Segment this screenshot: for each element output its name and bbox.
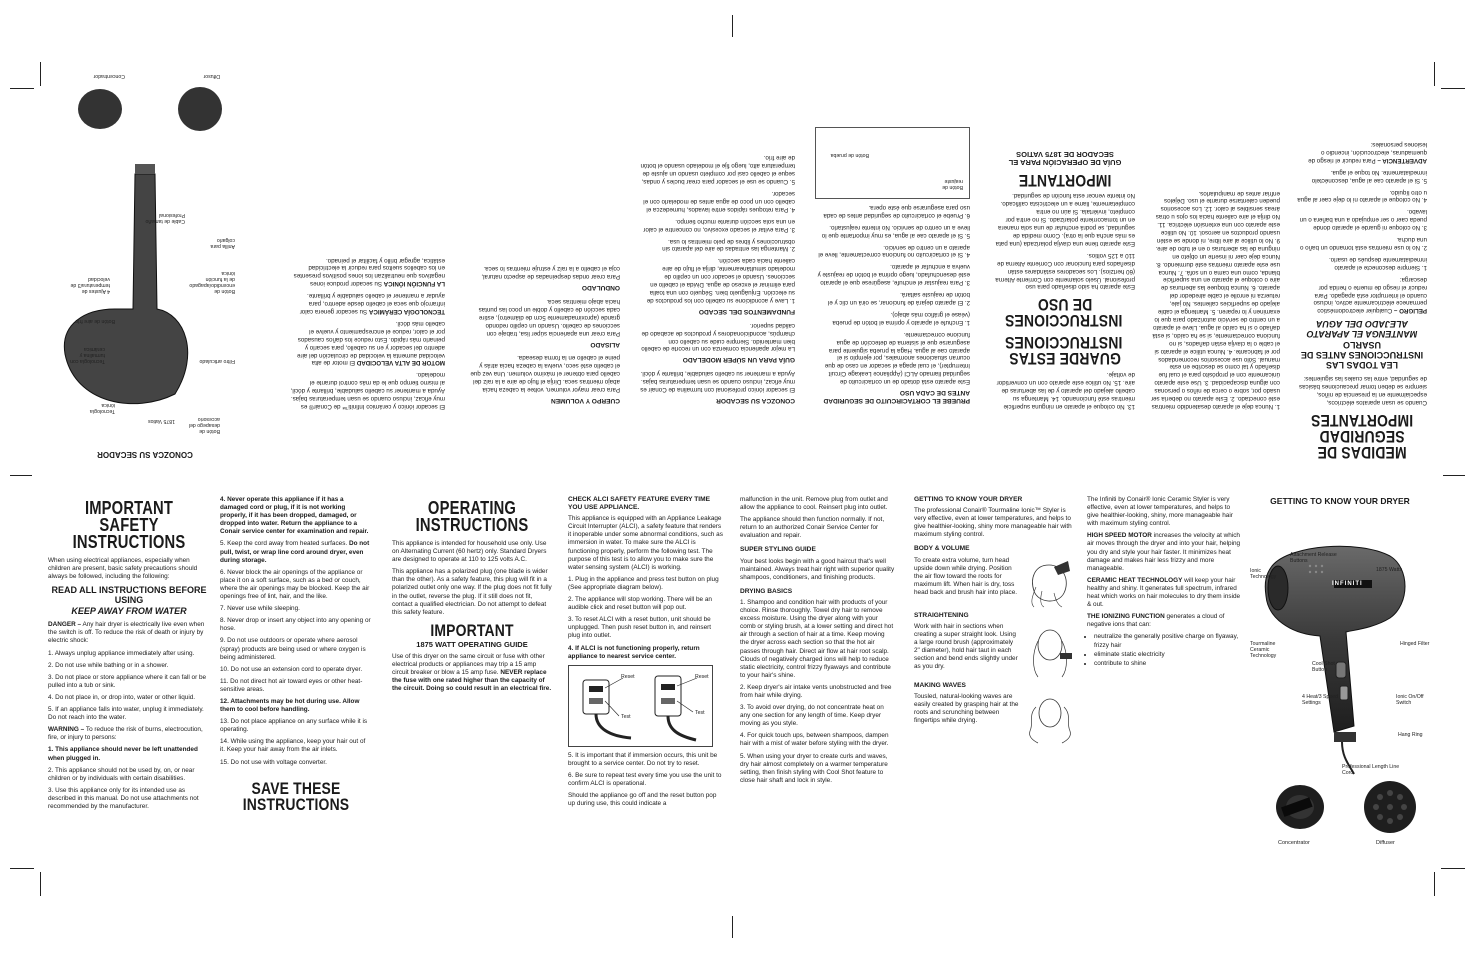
es-lbl-watts: 1875 Vatios <box>147 418 175 424</box>
diagram-title: GETTING TO KNOW YOUR DRYER <box>1270 496 1410 506</box>
es-conozca-p1: El secador iónico y cerámico Infiniti™ de Conair® es muy eficaz, incluso cuando se usan temperaturas bajas. Ayuda a mantener su cabello saludable, brillante y dócil, al mismo tiempo que le da más control durante el modelado. <box>290 371 445 410</box>
es-concentrator-icon <box>75 84 125 134</box>
es-prueba-title: PRUEBE EL CORTACIRCUITO DE SEGURIDAD ANTES DE CADA USO <box>823 389 970 404</box>
es-guia-operacion: GUÍA DE OPERACIÓN PARA EL SECADOR DE 1875 VATIOS <box>1008 149 1122 167</box>
styling-cont: malfunction in the unit. Remove plug from outlet and allow the appliance to cool. Reinsert plug into outlet. <box>740 496 888 512</box>
alci-title: CHECK ALCI SAFETY FEATURE EVERY TIME YOU USE APPLIANCE. <box>568 496 711 512</box>
es-p4: 4. No coloque el aparato ni lo deje caer al agua u otro líquido. <box>1297 188 1427 204</box>
warning-label: WARNING – <box>48 726 85 734</box>
es-guia-text: La mejor apariencia comienza con un recorte de cabello bien mantenido. Siempre cuide su cabello con champús, acondicionadores y productos de acabado de calidad superior. <box>641 321 795 353</box>
concentrator-icon <box>1272 781 1328 833</box>
es-medidas-column <box>1297 136 1427 464</box>
es-ion-label: LA FUNCIÓN IÓNICA <box>383 280 445 288</box>
important-title: IMPORTANT <box>430 620 514 640</box>
es-motor-text: El motor de alta velocidad aumenta la velocidad de circulación del aire adentro del secador y en su cabello, para secarlo y peinarlo más rápido. Esto reduce los daños causados por el calor, reduce el encrespamiento y vuelve el cabello más dócil. <box>297 319 445 367</box>
making-waves-title: MAKING WAVES <box>914 681 966 689</box>
super-styling-title: SUPER STYLING GUIDE <box>740 546 816 554</box>
es-ion-text: Su secador produce iones negativos que neutralizan los iones positivos presentes en los cabellos sueltos para reducir la electricidad estática, agregar brillo y facilitar el peinado. <box>293 256 445 288</box>
read-all: READ ALL INSTRUCTIONS BEFORE USING <box>51 585 207 606</box>
alci-s1: 1. Plug in the appliance and press test button on plug (See appropriate diagram below). <box>568 575 719 591</box>
crop-mark <box>40 872 41 896</box>
es-w13: 13. No coloque el aparato en ninguna superficie mientras esté funcionando. 14. Mantenga su cabello alejado del aparato y de las aberturas de aire. 15. No utilice este aparato con un convertidor de voltaje. <box>996 371 1135 410</box>
es-adv-label: ADVERTENCIA – <box>1377 156 1427 164</box>
es-prueba-s6: 6. Pruebe el cortacircuito de seguridad antes de cada uso para asegurarse que éste opera. <box>823 203 970 219</box>
es-alci-diagram <box>815 127 970 199</box>
danger-4: 4. Do not place in, or drop into, water or other liquid. <box>48 693 196 701</box>
warning-6: 6. Never block the air openings of the appliance or place it on a soft surface, such as a bed or couch, where the air openings may be blocked. Keep the air openings free of lint, hair, and the like. <box>220 568 370 601</box>
high-speed-label: HIGH SPEED MOTOR <box>1087 532 1152 540</box>
drying-5: 5. When using your dryer to create curls and waves, dry hair almost completely on a warmer temperature setting, then finish styling with Cool Shot feature to close hair shaft and lock in style. <box>740 752 888 784</box>
safety-column <box>48 496 210 815</box>
warning-14: 14. While using the appliance, keep your hair out of it. Keep your hair away from the air inlets. <box>220 738 366 754</box>
label-cord: Professional Length Line Cord <box>1342 764 1400 776</box>
es-fund1: 1. Lave y acondicione su cabello con los productos de su elección. Enjuáguelo bien. Séquelo con una toalla para eliminar el exceso de agua. Divida el cabello en secciones. Usando el secador con un cepillo de modelado simultáneamente, dirija el flujo de aire caliente hacia cada sección. <box>646 257 795 304</box>
es-ceram-label: TECNOLOGÍA CERÁMICA <box>368 308 445 316</box>
label-attachment: Attachment Release Buttons <box>1290 552 1337 564</box>
operating-column <box>392 496 552 697</box>
drying-2: 2. Keep dryer's air intake vents unobstructed and free from hair while drying. <box>740 683 892 699</box>
es-p3: 3. No coloque ni guarde el aparato donde pueda caer o ser empujado a una bañera o un lavabo. <box>1299 208 1427 232</box>
crop-mark <box>1434 872 1435 896</box>
es-cuerpo-title: CUERPO Y VOLUMEN <box>550 397 620 404</box>
es-conozca2-text: El secador iónico profesional con turmalina de Conair es muy eficaz, incluso cuando se usan temperaturas bajas. Ayuda a mantener su cabello saludable, brillante y dócil. <box>640 370 795 394</box>
es-lbl-aire: Botón de aire frío <box>75 318 115 324</box>
styling-cont2: The appliance should then function normally. If not, return to an authorized Conair Service Center for evaluation and repair. <box>740 516 885 540</box>
es-instrucciones-title: INSTRUCCIONES DE USO <box>1004 295 1123 331</box>
alci-end: Should the appliance go off and the reset button pop up during use, this could indicate a <box>568 792 717 808</box>
super-styling-text: Your best looks begin with a good haircut that's well maintained. Always treat hair right with superior quality shampoos, conditioners, and finishing products. <box>740 557 895 581</box>
alci-s6: 6. Be sure to repeat test every time you use the unit to confirm ALCI is operational. <box>568 771 722 787</box>
save-instructions: SAVE THESE INSTRUCTIONS <box>242 778 350 814</box>
operating-p1: This appliance is intended for household use only. Use on Alternating Current (60 hertz) only. Standard Dryers are designed to operate at 110 to 125 volts A.C. <box>392 540 547 564</box>
es-warnings-column <box>1150 185 1280 410</box>
warning-9: 9. Do not use outdoors or operate where aerosol (spray) products are being used or where oxygen is being administered. <box>220 637 366 661</box>
es-adv-text: Para reducir el riesgo de quemaduras, electrocución, incendio o lesiones personales: <box>1308 141 1427 164</box>
es-w-text: 1. Nunca deje el aparato desatendido mientras esté conectado. 2. Este aparato no debería ser usado por, sobre o cerca de niños o personas con alguna discapacidad. 3. Use este aparato únicamente con el propósito para el cual fue diseñado y tal como se describe en este manual. Sólo use accesorios recomendados por el fabricante. 4. Nunca utilice el aparato si el cable o la clavija están dañados, si no funciona correctamente, si se ha caído, si está dañado o si ha caído al agua. Lleve el aparato a un centro de servicio autorizado para que lo examinen y lo reparen. 5. Mantenga el cable alejado de superficies calientes. No jale, retuerza ni enrolle el cable alrededor del aparato. 6. Nunca bloquee las aberturas de aire o coloque el aparato en una superficie blanda, como una cama o un sofá. 7. Nunca use este aparato mientras esté durmiendo. 8. Nunca deje caer ni inserte un objeto en ninguna de las aberturas o en el tubo de aire. 9. No lo utilice al aire libre, ni donde se estén usando productos en aerosol. 10. No utilice este aparato con una extensión eléctrica. 11. No dirija el aire caliente hacia los ojos u otras áreas sensibles al calor. 12. Los accesorios pueden calentarse durante el uso. Déjelos enfriar antes de manipularlos. <box>1151 189 1280 410</box>
es-styling-column <box>470 260 620 410</box>
hair-illustration-straight <box>1024 623 1074 679</box>
straightening-title: STRAIGHTENING <box>914 611 969 619</box>
es-lbl-anilla: Anilla para colgarlo <box>210 237 235 249</box>
es-fund5: 5. Cuando se use el secador para crear bucles y ondas, seque el cabello casi por completo usando un ajuste de temperatura alto, luego fije el modelado usando el botón de aire frío. <box>640 154 795 186</box>
operating-p3a: Use of this dryer on the same circuit or fuse with other electrical products or appliances may trip a 15 amp circuit breaker or blow a 15 amp fuse. <box>392 652 545 677</box>
es-ondulado-title: ONDULADO <box>581 284 620 292</box>
es-concentrador-label: Concentrador <box>93 73 125 79</box>
alci-s2: 2. The appliance will stop working. There will be an audible click and reset button will pop out. <box>568 596 712 612</box>
danger-label: DANGER – <box>48 621 82 629</box>
es-mantenga: MANTENGA EL APARATO ALEJADO DEL AGUA <box>1306 319 1418 340</box>
ionizing-text: generates a cloud of negative ions that can: <box>1087 613 1225 629</box>
es-guia-title: GUÍA PARA UN SÚPER MODELADO <box>682 356 795 364</box>
ceramic-label: CERAMIC HEAT TECHNOLOGY <box>1087 576 1183 584</box>
es-lbl-tec: Tecnología iónica <box>89 402 115 414</box>
diffuser-icon <box>1360 779 1420 835</box>
danger-text: Any hair dryer is electrically live even when the switch is off. To reduce the risk of death or injury by electric shock: <box>48 621 205 645</box>
body-volume-title: BODY & VOLUME <box>914 545 970 553</box>
es-importante: IMPORTANTE <box>1018 170 1112 190</box>
high-speed-text: increases the velocity at which air moves through the dryer and into your hair, helping you dry and style your hair faster. It minimizes heat damage and makes hair less frizzy and more manageable. <box>1087 532 1241 572</box>
operating-p3b: NEVER replace the fuse with one rated higher than the capacity of the circuit. Doing so could result in an electrical fire. <box>392 669 552 693</box>
warning-1: 1. This appliance should never be left unattended when plugged in. <box>48 746 198 762</box>
watt-guide: 1875 WATT OPERATING GUIDE <box>416 639 528 649</box>
body-volume-text: To create extra volume, turn head upside down while drying. Position the air flow toward the roots for maximum lift. When hair is dry, toss head back and brush hair into place. <box>914 556 1018 596</box>
crop-mark <box>1443 475 1465 476</box>
es-conozca2-title: CONOZCA SU SECADOR <box>716 397 795 404</box>
es-conozca-title: CONOZCA SU SECADOR <box>97 450 193 459</box>
knowing-p1: The professional Conair® Tourmaline Ionic™ Styler is very effective, even at lower temperatures, and helps to give healthier-looking, shiny more manageable hair with maximum styling control. <box>914 507 1072 539</box>
es-fund4: 4. Para retoques rápidos entre lavados, humedezca el cabello con un poco de agua antes de modelarlo con el secador. <box>643 190 795 213</box>
keep-away: KEEP AWAY FROM WATER <box>71 606 187 617</box>
es-p5: 5. Si el aparato cae al agua, desconéctelo inmediatamente. No toque el agua. <box>1311 168 1427 184</box>
es-prueba-s4: 4. Si el cortacircuito no funciona correctamente, lleve el aparato a un centro de servicio. <box>818 243 970 259</box>
making-waves-text: Tousled, natural-looking waves are easily created by grasping hair at the roots and scrunching between fingertips while drying. <box>914 692 1019 725</box>
knowing-title: GETTING TO KNOW YOUR DRYER <box>914 496 1023 503</box>
es-lbl-cable: Cable de tamaño Profesional <box>145 212 185 224</box>
label-watts: 1875 Watts <box>1376 567 1403 573</box>
infiniti-column <box>1087 496 1242 669</box>
warning-3: 3. Use this appliance only for its intended use as described in this manual. Do not use attachments not recommended by the manufacturer. <box>48 786 199 810</box>
ion-benefit: • contribute to shine <box>1094 660 1242 668</box>
ceramic-text: will keep your hair healthy and shiny. It generates full spectrum, infrared heat which works on hair molecules to dry them inside & out. <box>1087 576 1241 609</box>
crop-mark <box>732 916 733 938</box>
es-diagram-column <box>55 14 235 464</box>
alci-s5: 5. It is important that if immersion occurs, this unit be brought to a service center. Do not try to reset. <box>568 751 718 767</box>
es-fund3: 3. Para evitar el secado excesivo, no concentre el calor en una sola sección durante mucho tiempo. <box>643 217 795 233</box>
es-lbl-filtro: Filtro articulado <box>199 358 235 364</box>
es-prueba-column <box>815 127 970 410</box>
ion-benefits-list <box>1087 633 1242 667</box>
danger-5: 5. If an appliance falls into water, unplug it immediately. Do not reach into the water. <box>48 706 204 722</box>
drying-1: 1. Shampoo and condition hair with products of your choice. Rinse thoroughly. Towel dry hair to remove excess moisture. Using the dryer along with your comb or styling brush, at a lower setting and direct hot air through a section of hair at a time. Keep moving the dryer across each section so that the hot air passes through hair. Direct air flow at hair root scalp. Clouds of negatively charged ions will help to reduce static electricity, control frizzy flyaways and contribute to your hair's shine. <box>740 598 894 679</box>
warning-7: 7. Never use while sleeping. <box>220 605 300 613</box>
crop-mark <box>10 868 34 869</box>
crop-mark <box>1441 868 1465 869</box>
ionizing-label: THE IONIZING FUNCTION <box>1087 613 1165 621</box>
es-lbl-ajustes: 4 Ajustes de temperatura/3 de velocidad <box>70 276 110 294</box>
infiniti-p1: The Infiniti by Conair® Ionic Ceramic Styler is very effective, even at lower temperatures, and helps to give healthier-looking, shiny, more manageable hair with maximum styling control. <box>1087 496 1233 528</box>
warning-2: 2. This appliance should not be used by, on, or near children or by individuals with certain disabilities. <box>48 766 195 782</box>
es-lea: LEA TODAS LAS INSTRUCCIONES ANTES DE USARLO <box>1300 340 1424 371</box>
es-prueba-p1: Este aparato está dotado de un cortacircuito de seguridad llamado ALCI (Appliance Leakage Circuit Interrupter), el cual apaga el secador en caso de que ocurran situaciones anormales, por ejemplo si el aparato cae al agua. Haga la prueba siguiente para asegurarse que el sistema de detección de agua funcione correctamente. <box>824 330 970 386</box>
danger-2: 2. Do not use while bathing or in a shower. <box>48 661 169 669</box>
es-reajuste-label: Botón de reajuste <box>942 178 963 191</box>
es-medidas-title: MEDIDAS DE SEGURIDAD IMPORTANTES <box>1310 411 1414 462</box>
es-fund-title: FUNDAMENTOS DEL SECADO <box>698 307 795 315</box>
es-p1: 1. Siempre desconecte el aparato inmediatamente después de usarlo. <box>1328 255 1427 271</box>
es-instr-p1: Este aparato ha sido diseñado para uso profesional. Úselo solamente con Corriente Alterna (60 hertzios). Los secadores estándares están diseñados para funcionar con Corriente Alterna de 110 a 125 voltios. <box>995 251 1135 291</box>
safety-title: IMPORTANT SAFETY INSTRUCTIONS <box>72 498 186 552</box>
warning-10: 10. Do not use an extension cord to operate dryer. <box>220 665 363 673</box>
ion-benefit: • neutralize the generally positive charge on flyaway, frizzy hair <box>1094 633 1242 649</box>
es-diffuser-icon <box>175 84 225 134</box>
es-prueba-s3: 3. Para reajustar el enchufe, asegúrese que el aparato esté desenchufado, luego oprima el botón de reajuste y vuelva a enchufar el aparato. <box>817 263 970 287</box>
reset-label-left: Reset <box>621 673 635 680</box>
es-dryer-illustration <box>55 144 235 444</box>
warning-8: 8. Never drop or insert any object into any opening or hose. <box>220 617 371 633</box>
test-label-right: Test <box>695 709 705 716</box>
warning-5a: 5. Keep the cord away from heated surfaces. <box>220 540 348 548</box>
alci-s3: 3. To reset ALCI with a reset button, unit should be unplugged. Then push reset button in, and reinsert plug into outlet. <box>568 616 712 640</box>
alci-p1: This appliance is equipped with an Appliance Leakage Circuit Interrupter (ALCI), a safety feature that renders it inoperable under some abnormal conditions, such as immersion in water. To make sure the ALCI is functioning properly, perform the following test. The purpose of this test is to allow you to make sure the water sensing system (ALCI) is working. <box>568 515 723 571</box>
es-ondulado-text: Para crear ondas despeinadas de aspecto natural, coja el cabello a la raíz y estruje mientras lo seca. <box>481 265 620 281</box>
dryer-brand-text: INFINITI <box>1332 581 1363 587</box>
es-lbl-interr: Botón de encendido/apagado de la función iónica <box>189 270 235 294</box>
operating-p2: This appliance has a polarized plug (one blade is wider than the other). As a safety feature, this plug will fit in a polarized outlet only one way. If the plug does not fit fully in the outlet, reverse the plug. If it still does not fit, contact a qualified electrician. Do not attempt to defeat this safety feature. <box>392 568 552 616</box>
test-label-left: Test <box>621 713 631 720</box>
reset-label-right: Reset <box>695 673 709 680</box>
straightening-text: Work with hair in sections when creating a super straight look. Using a large round brush (approximately 2" diameter), hold hair taut in each section and bend ends slightly under as you dry. <box>914 622 1018 671</box>
knowing-column <box>914 496 1074 748</box>
es-motor-label: MOTOR DE ALTA VELOCIDAD <box>356 359 445 367</box>
warnings-column <box>220 496 372 819</box>
warning-4: 4. Never operate this appliance if it has a damaged cord or plug, if it is not working properly, if it has been dropped, damaged, or dropped into water. Return the appliance to a Conair service center for examination and repair. <box>220 496 369 536</box>
es-peligro-text: Cualquier electrodoméstico permanece eléctricamente activo, incluso cuando el interruptor está apagado. Para reducir el riesgo de muerte o herida por descarga: <box>1313 275 1427 315</box>
es-lbl-boton: Botón de desapego del accesorio <box>188 416 220 434</box>
danger-1: 1. Always unplug appliance immediately after using. <box>48 649 195 657</box>
drying-3: 3. To avoid over drying, do not concentrate heat on any one section for any length of time. Keep dryer moving as you style. <box>740 704 884 728</box>
es-conozca-column <box>290 252 445 410</box>
ion-benefit: • eliminate static electricity <box>1094 651 1242 659</box>
warning-5b: Do not pull, twist, or wrap line cord around dryer, even during storage. <box>220 540 370 564</box>
es-ceram-text: Su secador genera calor infrarrojo que seca el cabello desde adentro, para ayudar a mantener el cabello saludable y brillante. <box>299 292 445 316</box>
danger-3: 3. Do not place or store appliance where it can fall or be pulled into a tub or sink. <box>48 673 207 689</box>
label-heat: 4 Heat/3 Speed Settings <box>1302 694 1339 706</box>
es-cuerpo-text: Para crear mayor volumen, voltee la cabeza hacia abajo mientras seca. Dirija el flujo de aire a la raíz del cabello para obtener el máximo volumen. Una vez que el cabello esté seco, vuelva la cabeza hacia atrás y peine el cabello en la forma deseada. <box>470 354 620 394</box>
label-ring: Hang Ring <box>1398 732 1423 738</box>
diffuser-label: Diffuser <box>1376 840 1395 846</box>
operating-title: OPERATING INSTRUCTIONS <box>415 498 529 535</box>
label-tourmaline: Tourmaline Ceramic Technology <box>1250 641 1277 659</box>
label-ionic: Ionic Technology <box>1250 568 1277 580</box>
warning-13: 13. Do not place appliance on any surface while it is operating. <box>220 718 368 734</box>
label-switch: Ionic On/Off Switch <box>1396 694 1424 706</box>
label-coolshot: Cool Shot Button <box>1312 661 1335 673</box>
styling-column <box>740 496 895 789</box>
warning-text: To reduce the risk of burns, electrocution, fire, or injury to persons: <box>48 726 203 742</box>
es-fund2: 2. Mantenga las entradas de aire del aparato sin obstrucciones y libres de pelo mientras lo usa. <box>662 237 795 253</box>
es-prueba-s2: 2. El aparato dejará de funcionar, se oirá un clic y el botón de reajuste saltará. <box>827 291 970 307</box>
warning-12: 12. Attachments may be hot during use. Allow them to cool before handling. <box>220 697 360 714</box>
es-medidas-intro: Cuando se usan aparatos eléctricos, especialmente en la presencia de niños, siempre se deben tomar precauciones básicas de seguridad, entre las cuales las siguientes: <box>1299 375 1427 406</box>
es-lbl-turm: Tecnología con turmalina y cerámica <box>70 346 105 364</box>
es-peligro-label: PELIGRO – <box>1393 307 1427 315</box>
alci-column <box>568 496 723 812</box>
warning-15: 15. Do not use with voltage converter. <box>220 758 327 766</box>
hair-illustration-volume <box>1024 557 1074 609</box>
warning-11: 11. Do not direct hot air toward eyes or other heat-sensitive areas. <box>220 677 363 693</box>
es-instrucciones-column <box>995 146 1135 410</box>
spanish-section <box>0 0 1475 470</box>
dryer-diagram <box>1250 496 1430 881</box>
concentrator-label: Concentrator <box>1278 840 1310 846</box>
es-instr-p2: Este aparato tiene una clavija polarizada (una pata es más ancha que la otra). Como medida de seguridad, se podrá enchufar de una sola manera en un tomacorriente polarizado. Si no entra por completo, inviértala. Si aún no entra completamente, llame a un electricista calificado. No intente vencer esta función de seguridad. <box>995 192 1135 247</box>
drying-basics-title: DRYING BASICS <box>740 587 793 595</box>
label-filter: Hinged Filter <box>1400 641 1430 647</box>
es-prueba-s1: 1. Enchufe el aparato y oprima el botón de prueba (véase el gráfico más abajo). <box>832 310 970 326</box>
es-alisado-text: Para crear una apariencia súper lisa, trabaje con secciones de cabello. Usando un cepillo redondo grande (aproximadamente 5cm de diámetro), estire cada sección de cabello y doble un poco las puntas hacia abajo mientras seca. <box>478 298 620 337</box>
es-prueba-s5: 5. Si el aparato cae al agua, es muy importante que lo lleve a un centro de servicio. No intente reajustarlo. <box>821 223 970 239</box>
es-alisado-title: ALISADO <box>590 340 620 348</box>
safety-intro: When using electrical appliances, especially when children are present, basic safety precautions should always be followed, including the following: <box>48 557 198 581</box>
es-guarde: GUARDE ESTAS INSTRUCCIONES <box>1004 333 1123 369</box>
alci-diagram <box>568 665 713 747</box>
crop-mark <box>10 475 32 476</box>
hair-illustration-waves <box>1024 693 1074 745</box>
es-cuidado-column <box>640 150 795 410</box>
alci-s4: 4. If ALCI is not functioning properly, return appliance to nearest service center. <box>568 644 700 660</box>
es-p2: 2. No lo use mientras está tomando un baño o una ducha. <box>1300 236 1427 252</box>
es-difusor-label: Difusor <box>203 73 220 79</box>
es-prueba-label: Botón de prueba <box>830 152 869 159</box>
drying-4: 4. For quick touch ups, between shampoos, dampen hair with a mist of water before styling with the dryer. <box>740 732 889 748</box>
